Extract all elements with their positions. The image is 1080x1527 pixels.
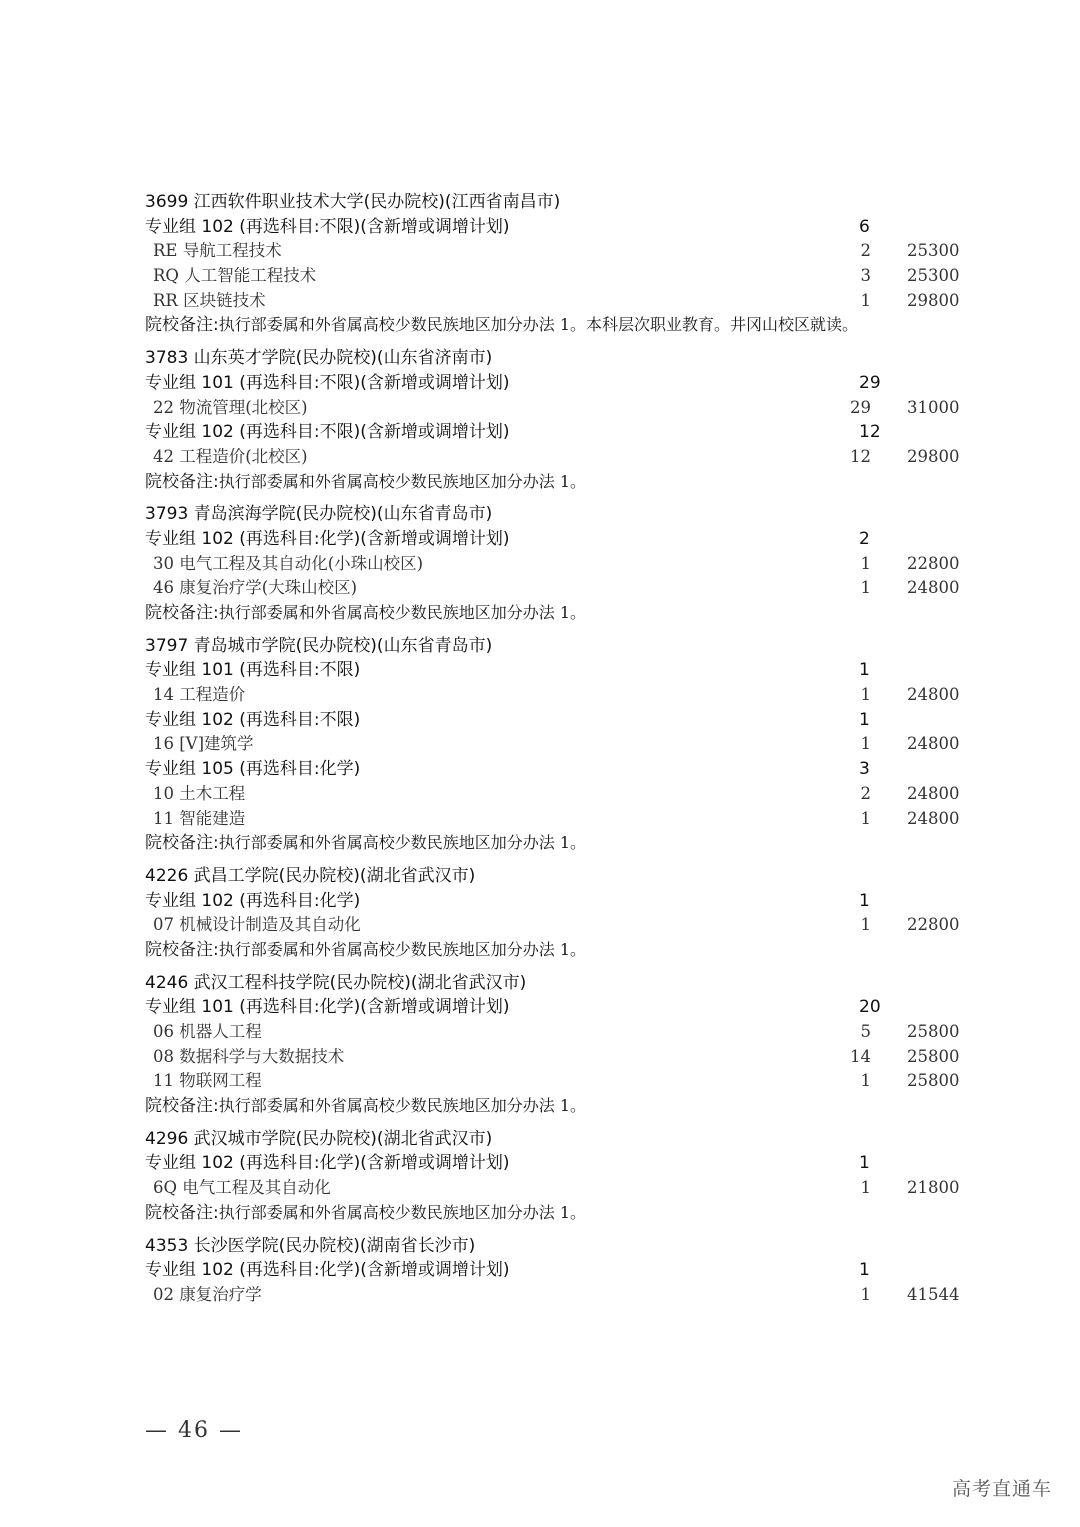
school-note-text: 执行部委属和外省属高校少数民族地区加分办法 1。本科层次职业教育。井冈山校区就读。 [218, 315, 859, 335]
major-row [145, 683, 975, 708]
major-group-row [145, 889, 975, 914]
major-tuition: 24800 [907, 808, 960, 828]
major-group-count: 6 [859, 216, 870, 237]
major-count: 1 [860, 808, 871, 828]
school-note [145, 601, 975, 626]
major-tuition: 24800 [907, 783, 960, 803]
major-group-row [145, 1151, 975, 1176]
school-note-label: 院校备注: [145, 315, 219, 336]
major-tuition: 25800 [907, 1046, 960, 1066]
major-count: 14 [850, 1046, 871, 1066]
major-tuition: 29800 [907, 446, 960, 466]
school-note-text: 执行部委属和外省属高校少数民族地区加分办法 1。 [218, 1202, 587, 1222]
school-block [145, 971, 975, 1119]
school-note [145, 938, 975, 963]
major-count: 1 [860, 290, 871, 310]
school-block [145, 1127, 975, 1226]
major-group-label: 专业组 105 (再选科目:化学) [145, 759, 361, 780]
major-tuition: 24800 [907, 685, 960, 705]
major-group-label: 专业组 101 (再选科目:不限)(含新增或调增计划) [145, 372, 510, 393]
school-title: 3797 青岛城市学院(民办院校)(山东省青岛市) [145, 635, 493, 656]
major-tuition: 29800 [907, 290, 960, 310]
major-count: 1 [860, 685, 871, 705]
major-tuition: 25300 [907, 241, 960, 261]
major-label: 11 智能建造 [153, 808, 246, 828]
major-label: 10 土木工程 [153, 783, 246, 803]
school-title: 4226 武昌工学院(民办院校)(湖北省武汉市) [145, 865, 476, 886]
school-note-text: 执行部委属和外省属高校少数民族地区加分办法 1。 [218, 1096, 587, 1116]
watermark: 高考直通车 [951, 1478, 1052, 1500]
major-group-row [145, 757, 975, 782]
major-tuition: 21800 [907, 1178, 960, 1198]
school-block [145, 634, 975, 856]
school-title: 3699 江西软件职业技术大学(民办院校)(江西省南昌市) [145, 192, 561, 212]
major-label: 02 康复治疗学 [153, 1284, 262, 1304]
major-label: 16 [V]建筑学 [153, 734, 254, 754]
major-group-row [145, 708, 975, 733]
school-note [145, 831, 975, 856]
school-block [145, 1234, 975, 1308]
major-label: 11 物联网工程 [153, 1071, 262, 1091]
major-group-count: 1 [859, 890, 870, 911]
major-group-count: 3 [859, 759, 870, 780]
major-row [145, 732, 975, 757]
school-block [145, 190, 975, 338]
major-count: 1 [860, 553, 871, 573]
major-group-label: 专业组 102 (再选科目:化学) [145, 890, 361, 911]
school-note-text: 执行部委属和外省属高校少数民族地区加分办法 1。 [218, 833, 587, 853]
major-group-count: 20 [859, 997, 881, 1018]
major-row [145, 1020, 975, 1045]
major-row [145, 396, 975, 421]
school-note-text: 执行部委属和外省属高校少数民族地区加分办法 1。 [218, 603, 587, 623]
major-tuition: 25800 [907, 1022, 960, 1042]
school-note-label: 院校备注: [145, 471, 219, 492]
school-note-label: 院校备注: [145, 1202, 219, 1223]
major-group-count: 1 [859, 709, 870, 730]
major-count: 3 [860, 266, 871, 286]
major-tuition: 24800 [907, 734, 960, 754]
major-group-label: 专业组 102 (再选科目:化学)(含新增或调增计划) [145, 1153, 510, 1174]
major-group-label: 专业组 102 (再选科目:化学)(含新增或调增计划) [145, 1260, 510, 1281]
major-group-label: 专业组 102 (再选科目:不限)(含新增或调增计划) [145, 216, 510, 237]
major-row [145, 1176, 975, 1201]
major-group-label: 专业组 102 (再选科目:化学)(含新增或调增计划) [145, 528, 510, 549]
school-note [145, 1094, 975, 1119]
school-block [145, 346, 975, 494]
major-count: 1 [860, 578, 871, 598]
major-label: 30 电气工程及其自动化(小珠山校区) [153, 553, 424, 573]
school-note-label: 院校备注: [145, 603, 219, 624]
major-label: 06 机器人工程 [153, 1022, 262, 1042]
major-row [145, 445, 975, 470]
major-count: 2 [860, 783, 871, 803]
major-group-label: 专业组 101 (再选科目:不限) [145, 660, 361, 681]
major-tuition: 22800 [907, 915, 960, 935]
major-row [145, 239, 975, 264]
school-note-text: 执行部委属和外省属高校少数民族地区加分办法 1。 [218, 471, 587, 491]
school-title: 3783 山东英才学院(民办院校)(山东省济南市) [145, 348, 493, 369]
major-label: 08 数据科学与大数据技术 [153, 1046, 345, 1066]
school-title: 3793 青岛滨海学院(民办院校)(山东省青岛市) [145, 504, 493, 525]
admission-plan-list [145, 190, 975, 1316]
major-group-label: 专业组 101 (再选科目:化学)(含新增或调增计划) [145, 997, 510, 1018]
school-block [145, 502, 975, 625]
major-tuition: 41544 [907, 1284, 960, 1304]
major-label: 6Q 电气工程及其自动化 [153, 1178, 331, 1198]
major-group-label: 专业组 102 (再选科目:不限) [145, 709, 361, 730]
school-note-label: 院校备注: [145, 833, 219, 854]
major-count: 2 [860, 241, 871, 261]
major-label: RR 区块链技术 [153, 290, 266, 310]
major-row [145, 264, 975, 289]
major-label: 46 康复治疗学(大珠山校区) [153, 578, 358, 598]
major-count: 5 [860, 1022, 871, 1042]
school-note-label: 院校备注: [145, 1096, 219, 1117]
major-label: 42 工程造价(北校区) [153, 446, 308, 466]
major-group-row [145, 658, 975, 683]
major-group-row [145, 995, 975, 1020]
major-group-row [145, 1258, 975, 1283]
major-group-count: 1 [859, 1260, 870, 1281]
major-tuition: 25800 [907, 1071, 960, 1091]
major-group-row [145, 215, 975, 240]
major-label: RQ 人工智能工程技术 [153, 266, 317, 286]
major-group-label: 专业组 102 (再选科目:不限)(含新增或调增计划) [145, 422, 510, 443]
major-count: 1 [860, 915, 871, 935]
school-note [145, 313, 945, 338]
major-group-row [145, 527, 975, 552]
major-row [145, 289, 975, 314]
major-row [145, 782, 975, 807]
major-tuition: 24800 [907, 578, 960, 598]
major-row [145, 1069, 975, 1094]
major-group-count: 1 [859, 660, 870, 681]
major-group-count: 1 [859, 1153, 870, 1174]
major-group-count: 12 [859, 422, 881, 443]
major-count: 1 [860, 1178, 871, 1198]
major-group-count: 29 [859, 372, 881, 393]
major-row [145, 552, 975, 577]
major-label: RE 导航工程技术 [153, 241, 282, 261]
school-title: 4353 长沙医学院(民办院校)(湖南省长沙市) [145, 1235, 476, 1256]
major-group-row [145, 371, 975, 396]
major-group-row [145, 420, 975, 445]
major-tuition: 31000 [907, 397, 960, 417]
major-count: 12 [850, 446, 871, 466]
school-note-text: 执行部委属和外省属高校少数民族地区加分办法 1。 [218, 939, 587, 959]
major-label: 07 机械设计制造及其自动化 [153, 915, 361, 935]
major-tuition: 25300 [907, 266, 960, 286]
school-title: 4296 武汉城市学院(民办院校)(湖北省武汉市) [145, 1128, 493, 1149]
major-count: 1 [860, 1284, 871, 1304]
school-note [145, 1201, 975, 1226]
major-group-count: 2 [859, 528, 870, 549]
major-row [145, 1283, 975, 1308]
major-tuition: 22800 [907, 553, 960, 573]
school-title: 4246 武汉工程科技学院(民办院校)(湖北省武汉市) [145, 972, 527, 993]
major-label: 14 工程造价 [153, 685, 246, 705]
major-count: 1 [860, 734, 871, 754]
major-label: 22 物流管理(北校区) [153, 397, 308, 417]
major-count: 1 [860, 1071, 871, 1091]
major-row [145, 1045, 975, 1070]
school-block [145, 864, 975, 963]
page-number: — 46 — [145, 1418, 243, 1443]
major-row [145, 576, 975, 601]
school-note-label: 院校备注: [145, 939, 219, 960]
school-note [145, 470, 975, 495]
major-row [145, 807, 975, 832]
major-count: 29 [850, 397, 871, 417]
major-row [145, 913, 975, 938]
